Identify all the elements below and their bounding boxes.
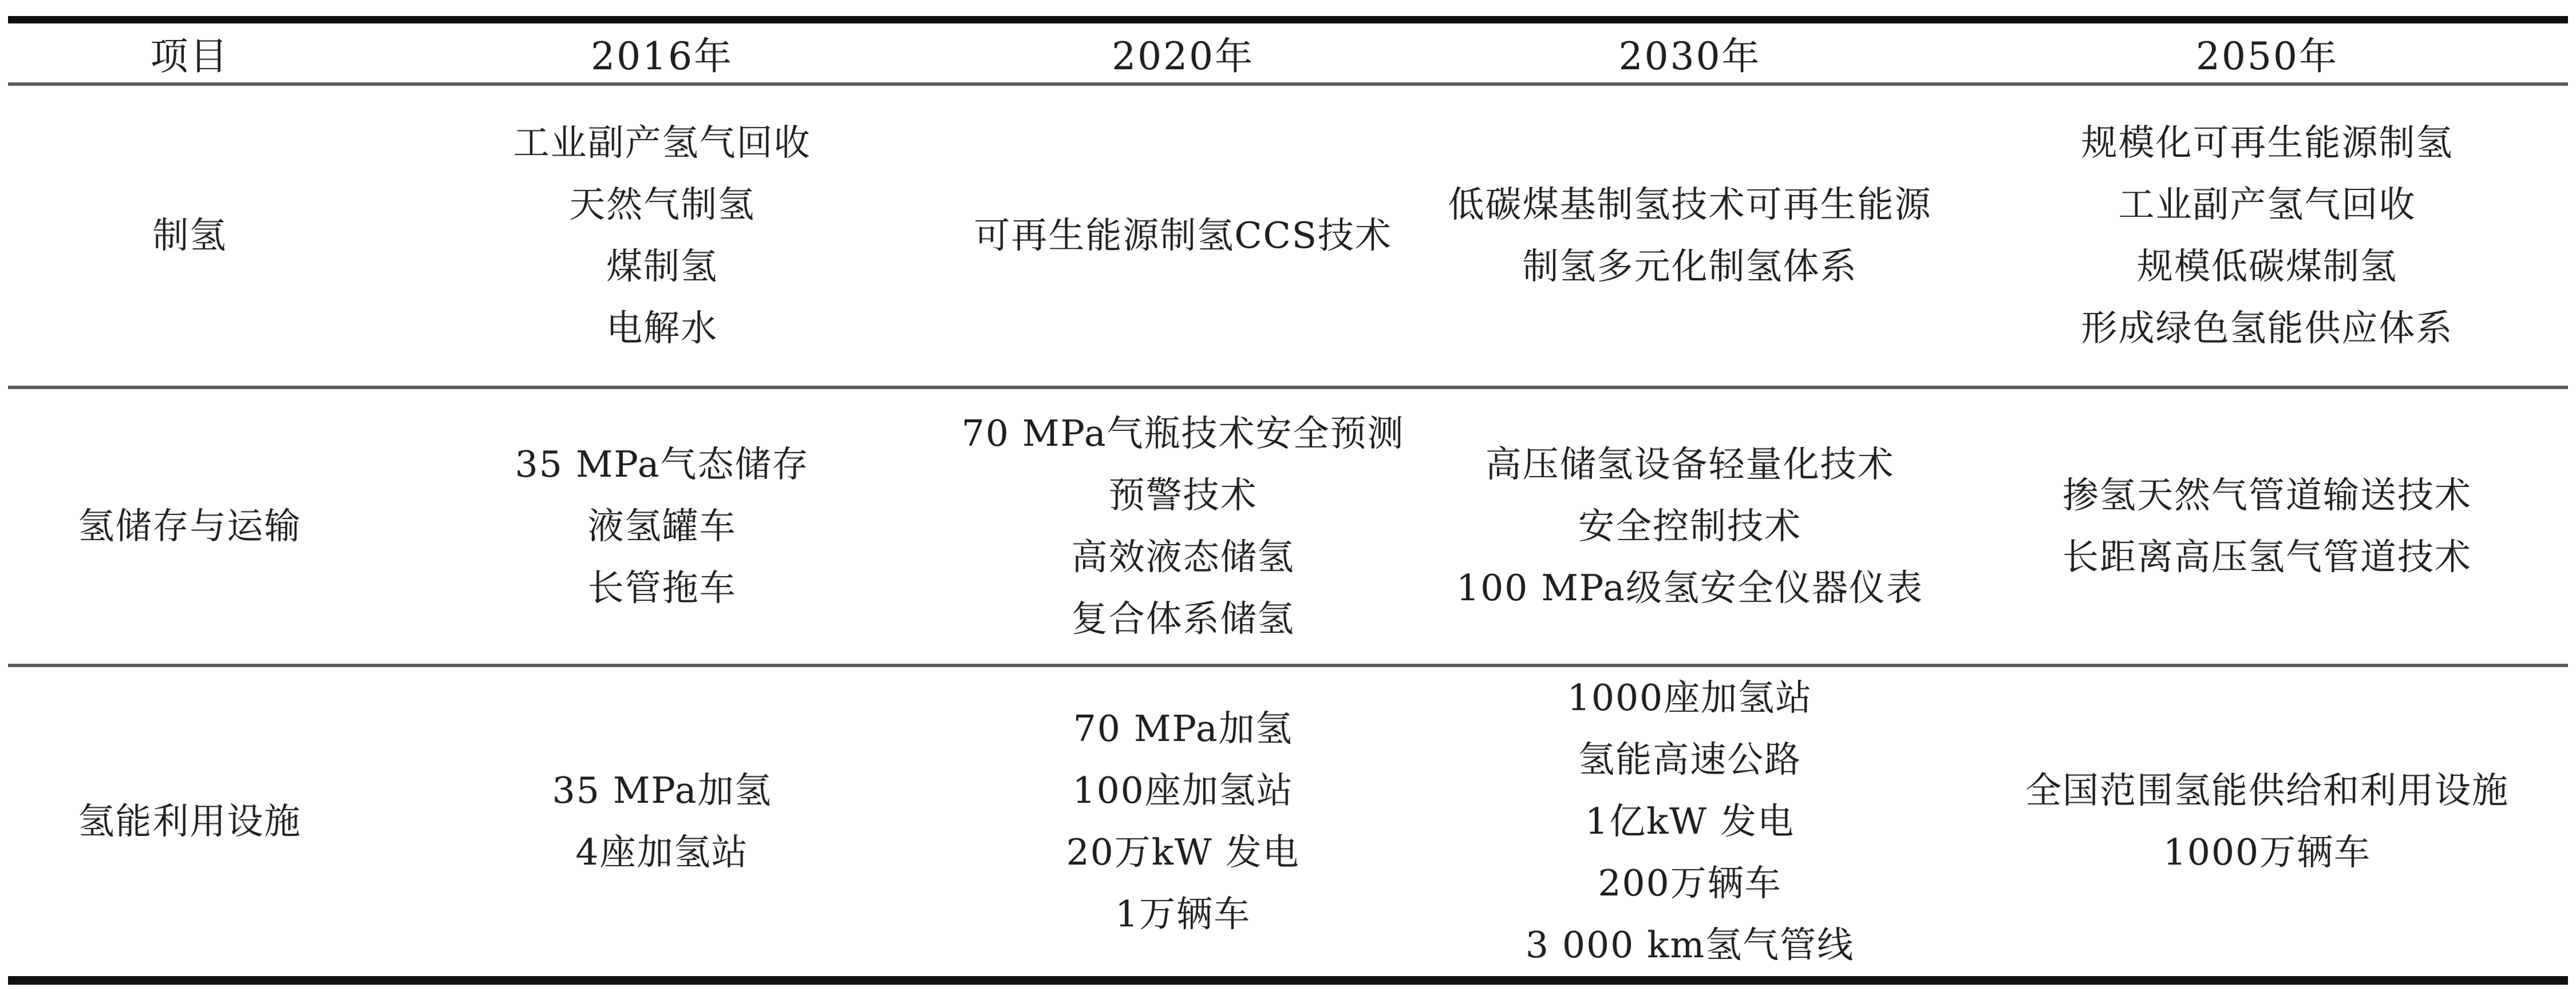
cell-line: 安全控制技术 bbox=[1578, 505, 1802, 547]
cell-line: 规模低碳煤制氢 bbox=[2137, 245, 2398, 287]
cell-line: 长距离高压氢气管道技术 bbox=[2063, 536, 2472, 578]
col-header-2030: 2030年 bbox=[1618, 34, 1761, 78]
header-row bbox=[8, 20, 2568, 84]
cell-line: 70 MPa加氢 bbox=[1073, 707, 1293, 750]
cell-line: 1万辆车 bbox=[1115, 893, 1251, 935]
row-label-hydrogen-storage-transport bbox=[8, 387, 372, 665]
cell-line: 天然气制氢 bbox=[569, 183, 756, 225]
cell-line: 氢能高速公路 bbox=[1578, 738, 1802, 780]
cell-line: 电解水 bbox=[606, 307, 718, 349]
cell-hydrogen-production-2030 bbox=[1413, 84, 1966, 387]
cell-line: 35 MPa气态储存 bbox=[515, 443, 809, 485]
col-header-2016: 2016年 bbox=[591, 34, 734, 78]
cell-line: 规模化可再生能源制氢 bbox=[2081, 121, 2453, 164]
cell-line: 掺氢天然气管道输送技术 bbox=[2063, 474, 2472, 516]
cell-line: 制氢 bbox=[152, 214, 227, 256]
col-header-item: 项目 bbox=[150, 34, 230, 78]
cell-storage-transport-2050 bbox=[1966, 387, 2568, 665]
cell-line: 制氢多元化制氢体系 bbox=[1522, 245, 1858, 287]
cell-line: 3 000 km氢气管线 bbox=[1525, 923, 1855, 966]
cell-line: 氢储存与运输 bbox=[78, 505, 302, 547]
cell-line: 低碳煤基制氢技术可再生能源 bbox=[1448, 183, 1932, 225]
cell-hydrogen-production-2050 bbox=[1966, 84, 2568, 387]
cell-line: 长管拖车 bbox=[587, 566, 737, 609]
cell-line: 100座加氢站 bbox=[1072, 769, 1294, 811]
cell-line: 可再生能源制氢CCS技术 bbox=[974, 214, 1392, 256]
cell-storage-transport-2020 bbox=[953, 387, 1413, 665]
table-row bbox=[8, 84, 2568, 387]
cell-line: 液氢罐车 bbox=[587, 505, 737, 547]
cell-hydrogen-production-2020 bbox=[953, 84, 1413, 387]
cell-line: 1亿kW 发电 bbox=[1585, 800, 1795, 842]
cell-utilization-2050 bbox=[1966, 665, 2568, 981]
row-label-hydrogen-utilization-facilities bbox=[8, 665, 372, 981]
row-label-hydrogen-production bbox=[8, 84, 372, 387]
hydrogen-roadmap-table bbox=[8, 16, 2568, 985]
cell-storage-transport-2016 bbox=[372, 387, 953, 665]
cell-line: 预警技术 bbox=[1108, 474, 1258, 516]
cell-line: 工业副产氢气回收 bbox=[513, 121, 811, 164]
cell-line: 1000万辆车 bbox=[2163, 831, 2372, 873]
cell-utilization-2016 bbox=[372, 665, 953, 981]
cell-line: 高压储氢设备轻量化技术 bbox=[1485, 443, 1895, 485]
cell-line: 复合体系储氢 bbox=[1071, 597, 1295, 640]
cell-line: 氢能利用设施 bbox=[78, 800, 302, 842]
cell-line: 70 MPa气瓶技术安全预测 bbox=[961, 412, 1405, 454]
cell-utilization-2030 bbox=[1413, 665, 1966, 981]
cell-line: 100 MPa级氢安全仪器仪表 bbox=[1456, 566, 1924, 609]
table-row bbox=[8, 387, 2568, 665]
cell-storage-transport-2030 bbox=[1413, 387, 1966, 665]
cell-hydrogen-production-2016 bbox=[372, 84, 953, 387]
cell-line: 35 MPa加氢 bbox=[552, 769, 772, 811]
cell-line: 高效液态储氢 bbox=[1071, 536, 1295, 578]
cell-line: 全国范围氢能供给和利用设施 bbox=[2025, 769, 2510, 811]
cell-line: 1000座加氢站 bbox=[1567, 676, 1813, 719]
cell-line: 工业副产氢气回收 bbox=[2118, 183, 2416, 225]
cell-line: 煤制氢 bbox=[606, 245, 718, 287]
col-header-2050: 2050年 bbox=[2196, 34, 2338, 78]
cell-utilization-2020 bbox=[953, 665, 1413, 981]
cell-line: 20万kW 发电 bbox=[1066, 831, 1300, 873]
cell-line: 4座加氢站 bbox=[575, 831, 749, 873]
cell-line: 200万辆车 bbox=[1598, 862, 1782, 904]
col-header-2020: 2020年 bbox=[1112, 34, 1255, 78]
cell-line: 形成绿色氢能供应体系 bbox=[2081, 307, 2453, 349]
table-row bbox=[8, 665, 2568, 981]
